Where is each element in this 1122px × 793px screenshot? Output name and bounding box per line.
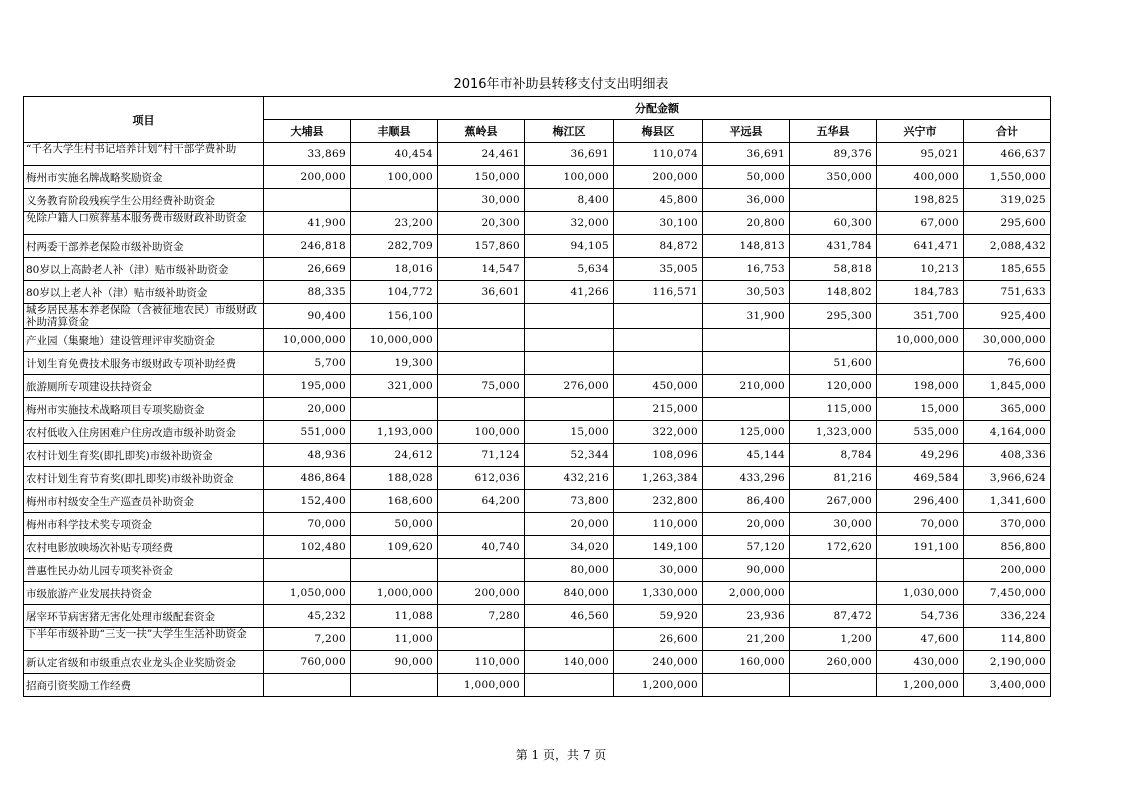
amount-cell: 54,736	[877, 605, 964, 628]
amount-cell: 8,784	[790, 444, 877, 467]
amount-cell: 57,120	[703, 536, 790, 559]
amount-cell: 8,400	[525, 189, 614, 212]
amount-cell: 40,740	[438, 536, 525, 559]
row-label: 农村计划生育节育奖(即扎即奖)市级补助资金	[24, 467, 264, 490]
row-label: 80岁以上高龄老人补（津）贴市级补助资金	[24, 258, 264, 281]
table-row	[24, 467, 1051, 490]
amount-cell: 469,584	[877, 467, 964, 490]
amount-cell	[703, 329, 790, 352]
amount-cell: 46,560	[525, 605, 614, 628]
amount-cell	[790, 189, 877, 212]
amount-cell: 16,753	[703, 258, 790, 281]
amount-cell: 10,000,000	[877, 329, 964, 352]
table-row	[24, 444, 1051, 467]
amount-cell: 116,571	[614, 281, 703, 304]
row-label: 梅州市科学技术奖专项资金	[24, 513, 264, 536]
amount-cell: 321,000	[351, 375, 438, 398]
amount-cell: 110,074	[614, 143, 703, 166]
amount-cell	[790, 559, 877, 582]
table-row	[24, 189, 1051, 212]
amount-cell: 108,096	[614, 444, 703, 467]
page-title: 2016年市补助县转移支付支出明细表	[453, 77, 669, 92]
amount-cell	[264, 674, 351, 697]
amount-cell: 856,800	[964, 536, 1051, 559]
amount-cell: 23,200	[351, 212, 438, 235]
table-row	[24, 235, 1051, 258]
amount-cell: 322,000	[614, 421, 703, 444]
amount-cell	[438, 559, 525, 582]
amount-cell: 33,869	[264, 143, 351, 166]
amount-cell: 408,336	[964, 444, 1051, 467]
column-header: 梅县区	[614, 120, 703, 143]
amount-cell: 88,335	[264, 281, 351, 304]
amount-cell: 84,872	[614, 235, 703, 258]
amount-cell: 450,000	[614, 375, 703, 398]
amount-cell: 246,818	[264, 235, 351, 258]
table-row	[24, 605, 1051, 628]
amount-cell: 73,800	[525, 490, 614, 513]
amount-cell: 1,200	[790, 628, 877, 651]
amount-cell	[790, 329, 877, 352]
table-row	[24, 513, 1051, 536]
amount-cell: 430,000	[877, 651, 964, 674]
column-header: 五华县	[790, 120, 877, 143]
amount-cell: 45,800	[614, 189, 703, 212]
amount-cell: 11,088	[351, 605, 438, 628]
amount-cell	[525, 352, 614, 375]
amount-cell: 433,296	[703, 467, 790, 490]
table-row	[24, 582, 1051, 605]
amount-cell: 3,400,000	[964, 674, 1051, 697]
amount-cell	[438, 352, 525, 375]
amount-cell: 1,030,000	[877, 582, 964, 605]
amount-cell: 90,000	[703, 559, 790, 582]
amount-cell	[438, 513, 525, 536]
amount-cell: 36,691	[525, 143, 614, 166]
amount-cell: 20,000	[264, 398, 351, 421]
row-label: 市级旅游产业发展扶持资金	[24, 582, 264, 605]
amount-cell: 32,000	[525, 212, 614, 235]
row-label: 农村低收入住房困难户住房改造市级补助资金	[24, 421, 264, 444]
amount-cell	[525, 398, 614, 421]
amount-cell: 431,784	[790, 235, 877, 258]
amount-cell: 1,000,000	[351, 582, 438, 605]
amount-cell: 20,300	[438, 212, 525, 235]
amount-cell: 925,400	[964, 304, 1051, 329]
amount-cell: 47,600	[877, 628, 964, 651]
table-row	[24, 651, 1051, 674]
column-header: 梅江区	[525, 120, 614, 143]
amount-cell: 45,232	[264, 605, 351, 628]
amount-cell: 350,000	[790, 166, 877, 189]
row-label: 新认定省级和市级重点农业龙头企业奖励资金	[24, 651, 264, 674]
amount-cell: 102,480	[264, 536, 351, 559]
amount-cell	[614, 352, 703, 375]
amount-cell	[525, 329, 614, 352]
amount-cell: 184,783	[877, 281, 964, 304]
amount-cell: 612,036	[438, 467, 525, 490]
allocation-group-header: 分配金额	[264, 97, 1051, 120]
amount-cell: 115,000	[790, 398, 877, 421]
amount-cell: 30,000	[790, 513, 877, 536]
amount-cell: 59,920	[614, 605, 703, 628]
amount-cell	[703, 674, 790, 697]
amount-cell: 30,503	[703, 281, 790, 304]
amount-cell: 35,005	[614, 258, 703, 281]
amount-cell: 24,612	[351, 444, 438, 467]
amount-cell: 1,550,000	[964, 166, 1051, 189]
amount-cell: 195,000	[264, 375, 351, 398]
amount-cell: 67,000	[877, 212, 964, 235]
amount-cell: 10,213	[877, 258, 964, 281]
amount-cell: 1,323,000	[790, 421, 877, 444]
amount-cell: 70,000	[264, 513, 351, 536]
amount-cell	[438, 304, 525, 329]
amount-cell: 40,454	[351, 143, 438, 166]
amount-cell: 466,637	[964, 143, 1051, 166]
amount-cell: 188,028	[351, 467, 438, 490]
amount-cell: 26,600	[614, 628, 703, 651]
amount-cell: 486,864	[264, 467, 351, 490]
amount-cell: 282,709	[351, 235, 438, 258]
amount-cell: 30,000,000	[964, 329, 1051, 352]
amount-cell: 1,845,000	[964, 375, 1051, 398]
amount-cell: 432,216	[525, 467, 614, 490]
amount-cell: 110,000	[438, 651, 525, 674]
column-header: 大埔县	[264, 120, 351, 143]
amount-cell: 200,000	[264, 166, 351, 189]
amount-cell: 26,669	[264, 258, 351, 281]
row-label: 80岁以上老人补（津）贴市级补助资金	[24, 281, 264, 304]
amount-cell: 149,100	[614, 536, 703, 559]
amount-cell: 7,450,000	[964, 582, 1051, 605]
row-label: “千名大学生村书记培养计划”村干部学费补助	[24, 143, 264, 166]
table-row	[24, 212, 1051, 235]
amount-cell: 365,000	[964, 398, 1051, 421]
amount-cell: 24,461	[438, 143, 525, 166]
amount-cell: 198,000	[877, 375, 964, 398]
amount-cell: 641,471	[877, 235, 964, 258]
amount-cell: 114,800	[964, 628, 1051, 651]
amount-cell: 71,124	[438, 444, 525, 467]
column-header: 蕉岭县	[438, 120, 525, 143]
row-label: 屠宰环节病害猪无害化处理市级配套资金	[24, 605, 264, 628]
amount-cell: 95,021	[877, 143, 964, 166]
amount-cell: 2,000,000	[703, 582, 790, 605]
amount-cell: 41,900	[264, 212, 351, 235]
amount-cell: 125,000	[703, 421, 790, 444]
amount-cell: 36,601	[438, 281, 525, 304]
amount-cell: 100,000	[351, 166, 438, 189]
amount-cell: 4,164,000	[964, 421, 1051, 444]
amount-cell: 2,190,000	[964, 651, 1051, 674]
amount-cell	[525, 628, 614, 651]
table-row	[24, 166, 1051, 189]
amount-cell	[438, 628, 525, 651]
amount-cell: 36,691	[703, 143, 790, 166]
amount-cell: 1,193,000	[351, 421, 438, 444]
row-label: 下半年市级补助“三支一扶”大学生生活补助资金	[24, 628, 264, 651]
amount-cell: 58,818	[790, 258, 877, 281]
amount-cell: 200,000	[964, 559, 1051, 582]
table-row	[24, 375, 1051, 398]
amount-cell: 1,330,000	[614, 582, 703, 605]
row-label: 旅游厕所专项建设扶持资金	[24, 375, 264, 398]
amount-cell: 109,620	[351, 536, 438, 559]
column-header: 兴宁市	[877, 120, 964, 143]
amount-cell: 351,700	[877, 304, 964, 329]
amount-cell	[351, 559, 438, 582]
amount-cell: 14,547	[438, 258, 525, 281]
amount-cell: 296,400	[877, 490, 964, 513]
amount-cell: 64,200	[438, 490, 525, 513]
amount-cell: 751,633	[964, 281, 1051, 304]
amount-cell	[438, 329, 525, 352]
amount-cell: 1,263,384	[614, 467, 703, 490]
row-label: 产业园（集聚地）建设管理评审奖励资金	[24, 329, 264, 352]
item-column-header: 项目	[24, 97, 264, 143]
amount-cell: 48,936	[264, 444, 351, 467]
amount-cell: 94,105	[525, 235, 614, 258]
amount-cell: 10,000,000	[351, 329, 438, 352]
amount-cell: 370,000	[964, 513, 1051, 536]
amount-cell: 148,802	[790, 281, 877, 304]
table-row	[24, 559, 1051, 582]
amount-cell: 36,000	[703, 189, 790, 212]
amount-cell: 198,825	[877, 189, 964, 212]
column-header: 合计	[964, 120, 1051, 143]
row-label: 城乡居民基本养老保险（含被征地农民）市级财政补助清算资金	[24, 304, 264, 329]
amount-cell: 30,000	[438, 189, 525, 212]
amount-cell: 19,300	[351, 352, 438, 375]
row-label: 村两委干部养老保险市级补助资金	[24, 235, 264, 258]
amount-cell: 210,000	[703, 375, 790, 398]
row-label: 计划生育免费技术服务市级财政专项补助经费	[24, 352, 264, 375]
amount-cell: 30,100	[614, 212, 703, 235]
amount-cell: 23,936	[703, 605, 790, 628]
amount-cell	[703, 398, 790, 421]
amount-cell: 18,016	[351, 258, 438, 281]
amount-cell	[614, 329, 703, 352]
amount-cell	[351, 189, 438, 212]
amount-cell: 1,200,000	[614, 674, 703, 697]
amount-cell: 3,966,624	[964, 467, 1051, 490]
amount-cell: 75,000	[438, 375, 525, 398]
amount-cell: 215,000	[614, 398, 703, 421]
row-label: 普惠性民办幼儿园专项奖补资金	[24, 559, 264, 582]
amount-cell: 20,800	[703, 212, 790, 235]
amount-cell	[351, 674, 438, 697]
amount-cell: 191,100	[877, 536, 964, 559]
amount-cell	[790, 674, 877, 697]
amount-cell: 49,296	[877, 444, 964, 467]
amount-cell: 168,600	[351, 490, 438, 513]
amount-cell: 45,144	[703, 444, 790, 467]
amount-cell	[351, 398, 438, 421]
amount-cell: 110,000	[614, 513, 703, 536]
table-row	[24, 536, 1051, 559]
amount-cell: 50,000	[703, 166, 790, 189]
amount-cell: 76,600	[964, 352, 1051, 375]
amount-cell: 200,000	[438, 582, 525, 605]
amount-cell	[703, 352, 790, 375]
amount-cell: 89,376	[790, 143, 877, 166]
amount-cell: 90,400	[264, 304, 351, 329]
row-label: 免除户籍人口殡葬基本服务费市级财政补助资金	[24, 212, 264, 235]
amount-cell	[790, 582, 877, 605]
amount-cell	[438, 398, 525, 421]
page-footer: 第 1 页，共 7 页	[515, 748, 607, 762]
amount-cell: 70,000	[877, 513, 964, 536]
table-row	[24, 421, 1051, 444]
amount-cell: 295,300	[790, 304, 877, 329]
row-label: 农村计划生育奖(即扎即奖)市级补助资金	[24, 444, 264, 467]
amount-cell	[264, 559, 351, 582]
amount-cell: 11,000	[351, 628, 438, 651]
row-label: 农村电影放映场次补贴专项经费	[24, 536, 264, 559]
amount-cell: 185,655	[964, 258, 1051, 281]
amount-cell: 100,000	[525, 166, 614, 189]
subsidy-table	[23, 96, 1051, 697]
amount-cell: 60,300	[790, 212, 877, 235]
column-header: 平远县	[703, 120, 790, 143]
amount-cell: 86,400	[703, 490, 790, 513]
column-header: 丰顺县	[351, 120, 438, 143]
amount-cell: 152,400	[264, 490, 351, 513]
amount-cell: 7,280	[438, 605, 525, 628]
amount-cell: 51,600	[790, 352, 877, 375]
table-row	[24, 143, 1051, 166]
amount-cell: 50,000	[351, 513, 438, 536]
amount-cell: 15,000	[525, 421, 614, 444]
amount-cell: 34,020	[525, 536, 614, 559]
amount-cell: 319,025	[964, 189, 1051, 212]
amount-cell: 1,000,000	[438, 674, 525, 697]
row-label: 梅州市村级安全生产巡查员补助资金	[24, 490, 264, 513]
amount-cell	[614, 304, 703, 329]
amount-cell: 240,000	[614, 651, 703, 674]
amount-cell: 150,000	[438, 166, 525, 189]
amount-cell: 140,000	[525, 651, 614, 674]
table-row	[24, 674, 1051, 697]
amount-cell: 52,344	[525, 444, 614, 467]
amount-cell: 87,472	[790, 605, 877, 628]
amount-cell: 156,100	[351, 304, 438, 329]
table-row	[24, 352, 1051, 375]
amount-cell: 100,000	[438, 421, 525, 444]
table-row	[24, 258, 1051, 281]
amount-cell: 5,700	[264, 352, 351, 375]
amount-cell: 1,341,600	[964, 490, 1051, 513]
amount-cell: 90,000	[351, 651, 438, 674]
table-row	[24, 398, 1051, 421]
row-label: 梅州市实施名牌战略奖励资金	[24, 166, 264, 189]
amount-cell: 5,634	[525, 258, 614, 281]
amount-cell: 10,000,000	[264, 329, 351, 352]
table-row	[24, 281, 1051, 304]
amount-cell: 31,900	[703, 304, 790, 329]
amount-cell: 80,000	[525, 559, 614, 582]
amount-cell: 400,000	[877, 166, 964, 189]
amount-cell	[525, 674, 614, 697]
amount-cell: 267,000	[790, 490, 877, 513]
amount-cell: 276,000	[525, 375, 614, 398]
amount-cell: 104,772	[351, 281, 438, 304]
amount-cell: 41,266	[525, 281, 614, 304]
amount-cell	[525, 304, 614, 329]
amount-cell: 295,600	[964, 212, 1051, 235]
amount-cell	[877, 352, 964, 375]
amount-cell: 535,000	[877, 421, 964, 444]
row-label: 梅州市实施技术战略项目专项奖励资金	[24, 398, 264, 421]
amount-cell: 172,620	[790, 536, 877, 559]
table-row	[24, 490, 1051, 513]
amount-cell	[264, 189, 351, 212]
amount-cell: 232,800	[614, 490, 703, 513]
amount-cell: 148,813	[703, 235, 790, 258]
amount-cell: 20,000	[703, 513, 790, 536]
row-label: 招商引资奖励工作经费	[24, 674, 264, 697]
amount-cell: 336,224	[964, 605, 1051, 628]
amount-cell: 81,216	[790, 467, 877, 490]
amount-cell: 15,000	[877, 398, 964, 421]
amount-cell	[877, 559, 964, 582]
amount-cell: 200,000	[614, 166, 703, 189]
amount-cell: 1,200,000	[877, 674, 964, 697]
amount-cell: 1,050,000	[264, 582, 351, 605]
amount-cell: 760,000	[264, 651, 351, 674]
table-row	[24, 304, 1051, 329]
amount-cell: 840,000	[525, 582, 614, 605]
amount-cell: 260,000	[790, 651, 877, 674]
amount-cell: 21,200	[703, 628, 790, 651]
table-row	[24, 329, 1051, 352]
table-row	[24, 628, 1051, 651]
amount-cell: 551,000	[264, 421, 351, 444]
amount-cell: 7,200	[264, 628, 351, 651]
amount-cell: 30,000	[614, 559, 703, 582]
row-label: 义务教育阶段残疾学生公用经费补助资金	[24, 189, 264, 212]
amount-cell: 160,000	[703, 651, 790, 674]
amount-cell: 2,088,432	[964, 235, 1051, 258]
amount-cell: 157,860	[438, 235, 525, 258]
amount-cell: 20,000	[525, 513, 614, 536]
amount-cell: 120,000	[790, 375, 877, 398]
